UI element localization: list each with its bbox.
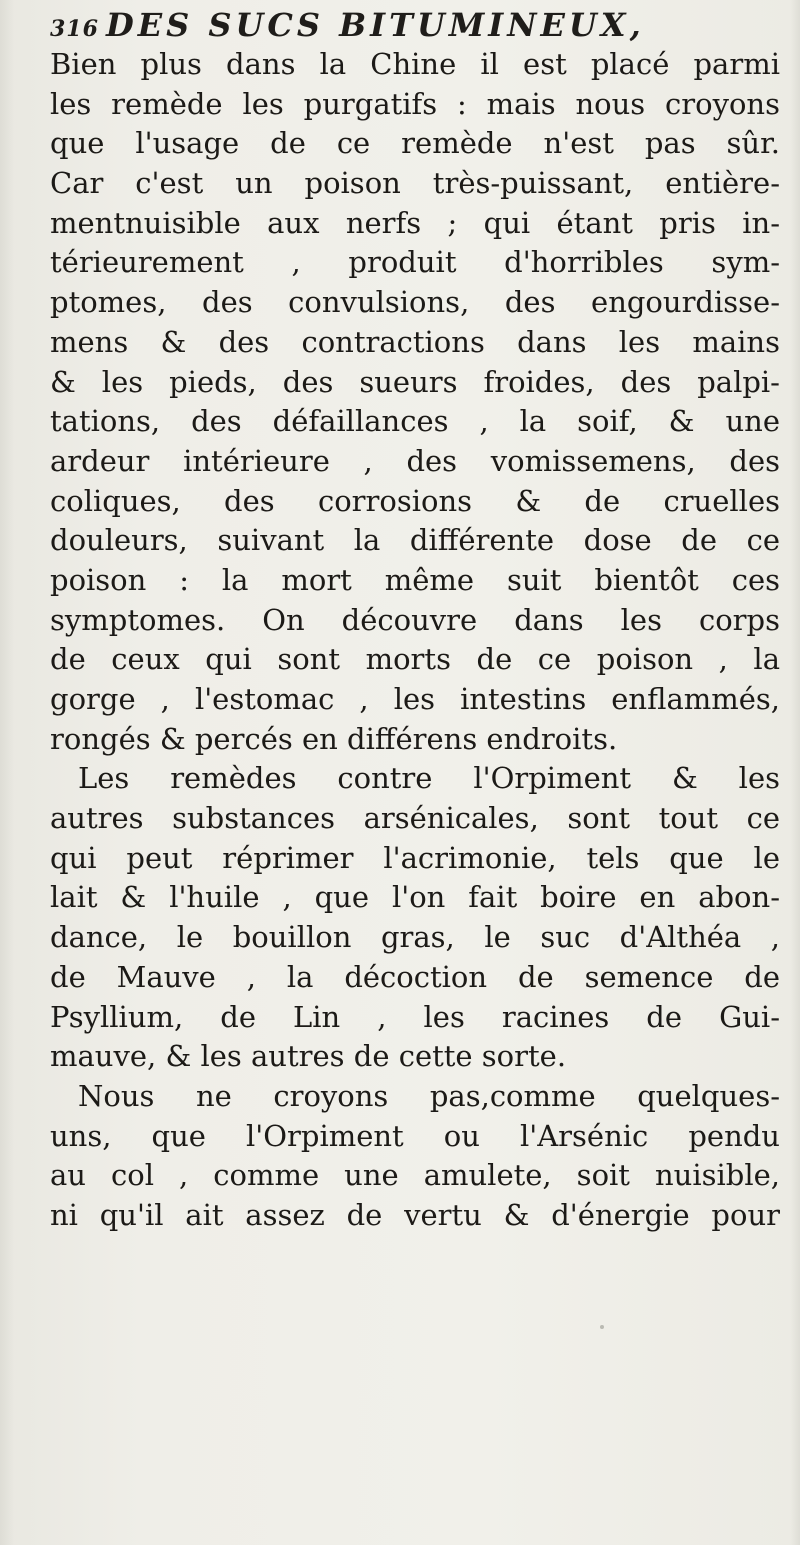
- page-number: 316: [50, 16, 99, 42]
- text-line: & les pieds, des sueurs froides, des palpi-: [50, 364, 780, 399]
- text-line: poison : la mort même suit bientôt ces: [50, 562, 780, 597]
- text-line: coliques, des corrosions & de cruelles: [50, 483, 780, 518]
- text-line: les remède les purgatifs : mais nous croyons: [50, 86, 780, 121]
- text-line: mauve, & les autres de cette sorte.: [50, 1039, 567, 1074]
- running-title: DES SUCS BITUMINEUX,: [106, 6, 645, 44]
- text-line: que l'usage de ce remède n'est pas sûr.: [50, 126, 780, 161]
- text-line: Nous ne croyons pas,comme quelques-: [78, 1078, 780, 1113]
- text-line: mens & des contractions dans les mains: [50, 324, 780, 359]
- text-line: térieurement , produit d'horribles sym-: [50, 245, 780, 280]
- text-line: symptomes. On découvre dans les corps: [50, 602, 780, 637]
- text-line: Psyllium, de Lin , les racines de Gui-: [50, 999, 780, 1034]
- text-line: uns, que l'Orpiment ou l'Arsénic pendu: [50, 1118, 780, 1153]
- text-line: Bien plus dans la Chine il est placé parmi: [50, 47, 780, 81]
- text-line: rongés & percés en différens endroits.: [50, 721, 618, 756]
- running-head: [50, 6, 780, 50]
- text-line: tations, des défaillances , la soif, & une: [50, 404, 780, 439]
- text-line: au col , comme une amulete, soit nuisible,: [50, 1158, 780, 1193]
- text-line: qui peut réprimer l'acrimonie, tels que le: [50, 840, 780, 875]
- text-line: lait & l'huile , que l'on fait boire en abon-: [50, 880, 780, 915]
- text-line: douleurs, suivant la différente dose de ce: [50, 523, 780, 558]
- ink-speck: [600, 1325, 604, 1329]
- text-line: ni qu'il ait assez de vertu & d'énergie pour: [50, 1197, 780, 1232]
- text-line: Car c'est un poison très-puissant, entière-: [50, 166, 780, 201]
- text-line: Les remèdes contre l'Orpiment & les: [78, 761, 780, 796]
- text-line: autres substances arsénicales, sont tout ce: [50, 801, 780, 836]
- body-text: [50, 45, 780, 1236]
- text-line: ardeur intérieure , des vomissemens, des: [50, 443, 780, 478]
- text-line: de ceux qui sont morts de ce poison , la: [50, 642, 780, 677]
- text-line: ptomes, des convulsions, des engourdisse-: [50, 285, 780, 320]
- text-line: de Mauve , la décoction de semence de: [50, 959, 780, 994]
- text-line: gorge , l'estomac , les intestins enflammés,: [50, 682, 780, 716]
- text-line: mentnuisible aux nerfs ; qui étant pris in-: [50, 205, 780, 240]
- text-line: dance, le bouillon gras, le suc d'Althéa ,: [50, 920, 780, 955]
